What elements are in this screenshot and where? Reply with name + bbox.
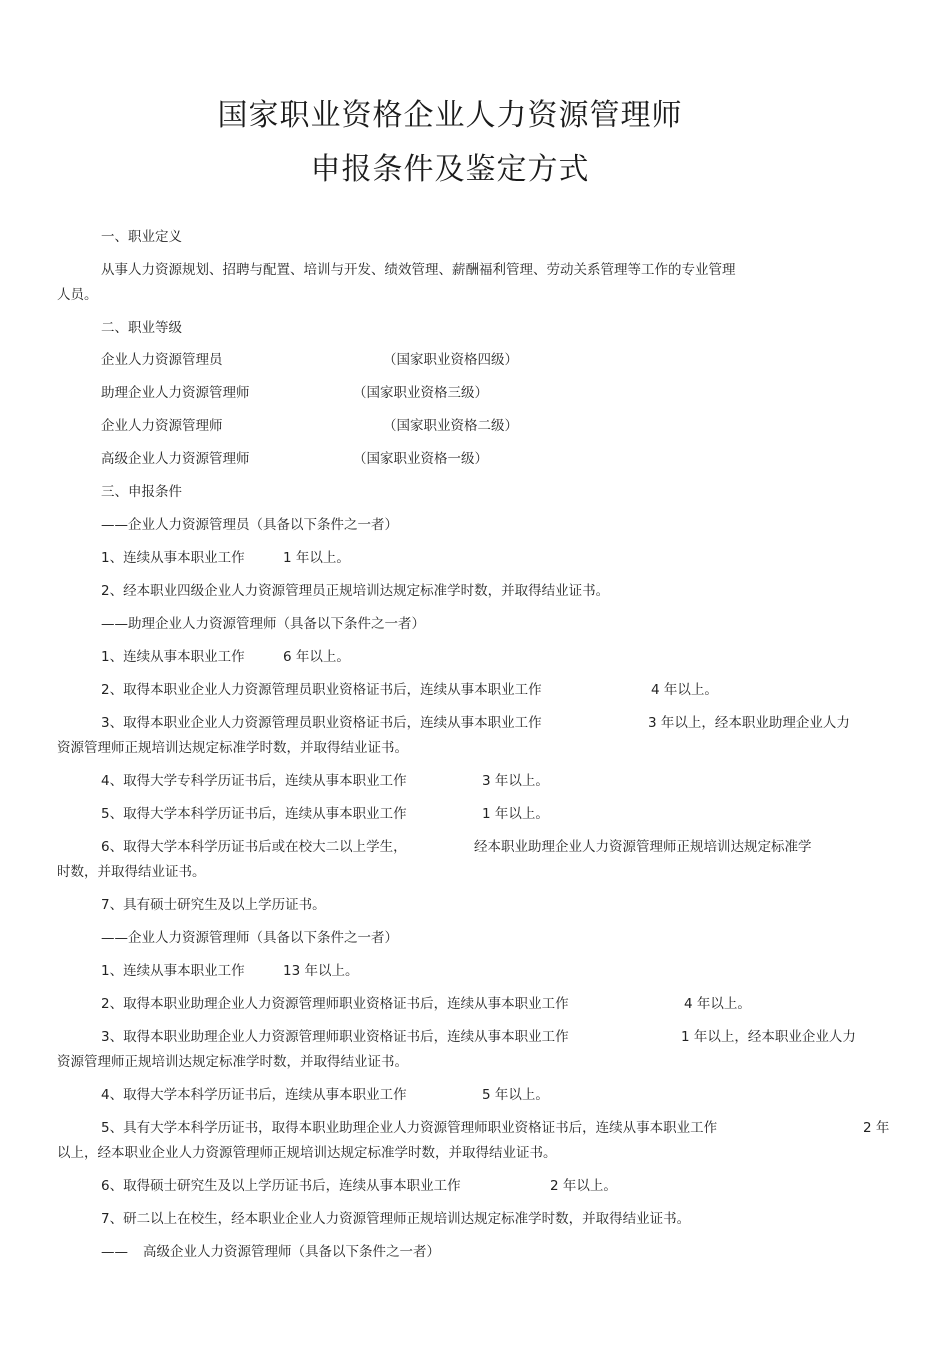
definition-text-line2: 人员。 [57, 287, 98, 303]
g2-item7-text: 7、具有硕士研究生及以上学历证书。 [101, 897, 326, 913]
g1-item1-years: 1 年以上。 [283, 550, 350, 566]
level-name-1: 企业人力资源管理员 [101, 352, 223, 368]
g2-item3-years: 3 年以上，经本职业助理企业人力 [648, 715, 850, 731]
g2-item2-text: 2、取得本职业企业人力资源管理员职业资格证书后，连续从事本职业工作 [101, 682, 542, 698]
g3-item6-text: 6、取得硕士研究生及以上学历证书后，连续从事本职业工作 [101, 1178, 461, 1194]
document-title-line1: 国家职业资格企业人力资源管理师 [217, 98, 683, 133]
g3-item1-years: 13 年以上。 [283, 963, 359, 979]
g2-item1-years: 6 年以上。 [283, 649, 350, 665]
g3-item3-continuation: 资源管理师正规培训达规定标准学时数，并取得结业证书。 [57, 1054, 408, 1070]
level-grade-1: （国家职业资格四级） [383, 352, 518, 368]
group-heading-level1: 高级企业人力资源管理师（具备以下条件之一者） [143, 1244, 440, 1260]
group-heading-level4: ——企业人力资源管理员（具备以下条件之一者） [101, 517, 398, 533]
g2-item6-text-right: 经本职业助理企业人力资源管理师正规培训达规定标准学 [474, 839, 812, 855]
group-heading-level2: ——企业人力资源管理师（具备以下条件之一者） [101, 930, 398, 946]
level-name-3: 企业人力资源管理师 [101, 418, 223, 434]
level-grade-3: （国家职业资格二级） [383, 418, 518, 434]
g1-item2-text: 2、经本职业四级企业人力资源管理员正规培训达规定标准学时数，并取得结业证书。 [101, 583, 610, 599]
g2-item1-text: 1、连续从事本职业工作 [101, 649, 245, 665]
group-heading-level3: ——助理企业人力资源管理师（具备以下条件之一者） [101, 616, 425, 632]
group-heading-dash: —— [101, 1244, 128, 1260]
g3-item2-text: 2、取得本职业助理企业人力资源管理师职业资格证书后，连续从事本职业工作 [101, 996, 569, 1012]
g2-item5-years: 1 年以上。 [482, 806, 549, 822]
document-title-line2: 申报条件及鉴定方式 [310, 152, 590, 187]
definition-text-line1: 从事人力资源规划、招聘与配置、培训与开发、绩效管理、薪酬福利管理、劳动关系管理等工作的专业管理 [101, 262, 736, 278]
g3-item1-text: 1、连续从事本职业工作 [101, 963, 245, 979]
g1-item1-text: 1、连续从事本职业工作 [101, 550, 245, 566]
level-grade-2: （国家职业资格三级） [353, 385, 488, 401]
g3-item3-years: 1 年以上，经本职业企业人力 [681, 1029, 856, 1045]
g3-item3-text: 3、取得本职业助理企业人力资源管理师职业资格证书后，连续从事本职业工作 [101, 1029, 569, 1045]
g2-item6-continuation: 时数，并取得结业证书。 [57, 864, 206, 880]
section-heading-levels: 二、职业等级 [101, 320, 182, 336]
g2-item4-years: 3 年以上。 [482, 773, 549, 789]
g2-item5-text: 5、取得大学本科学历证书后，连续从事本职业工作 [101, 806, 407, 822]
section-heading-definition: 一、职业定义 [101, 229, 182, 245]
g3-item5-years: 2 年 [863, 1120, 890, 1136]
g3-item5-text: 5、具有大学本科学历证书，取得本职业助理企业人力资源管理师职业资格证书后，连续从事本职业工作 [101, 1120, 718, 1136]
g3-item5-continuation: 以上，经本职业企业人力资源管理师正规培训达规定标准学时数，并取得结业证书。 [57, 1145, 557, 1161]
g3-item7-text: 7、研二以上在校生，经本职业企业人力资源管理师正规培训达规定标准学时数，并取得结业证书。 [101, 1211, 691, 1227]
level-name-4: 高级企业人力资源管理师 [101, 451, 250, 467]
g3-item4-years: 5 年以上。 [482, 1087, 549, 1103]
g2-item4-text: 4、取得大学专科学历证书后，连续从事本职业工作 [101, 773, 407, 789]
level-name-2: 助理企业人力资源管理师 [101, 385, 250, 401]
g3-item4-text: 4、取得大学本科学历证书后，连续从事本职业工作 [101, 1087, 407, 1103]
g2-item6-text: 6、取得大学本科学历证书后或在校大二以上学生， [101, 839, 407, 855]
g2-item3-text: 3、取得本职业企业人力资源管理员职业资格证书后，连续从事本职业工作 [101, 715, 542, 731]
section-heading-requirements: 三、申报条件 [101, 484, 182, 500]
g2-item3-continuation: 资源管理师正规培训达规定标准学时数，并取得结业证书。 [57, 740, 408, 756]
g2-item2-years: 4 年以上。 [651, 682, 718, 698]
level-grade-4: （国家职业资格一级） [353, 451, 488, 467]
g3-item2-years: 4 年以上。 [684, 996, 751, 1012]
g3-item6-years: 2 年以上。 [550, 1178, 617, 1194]
